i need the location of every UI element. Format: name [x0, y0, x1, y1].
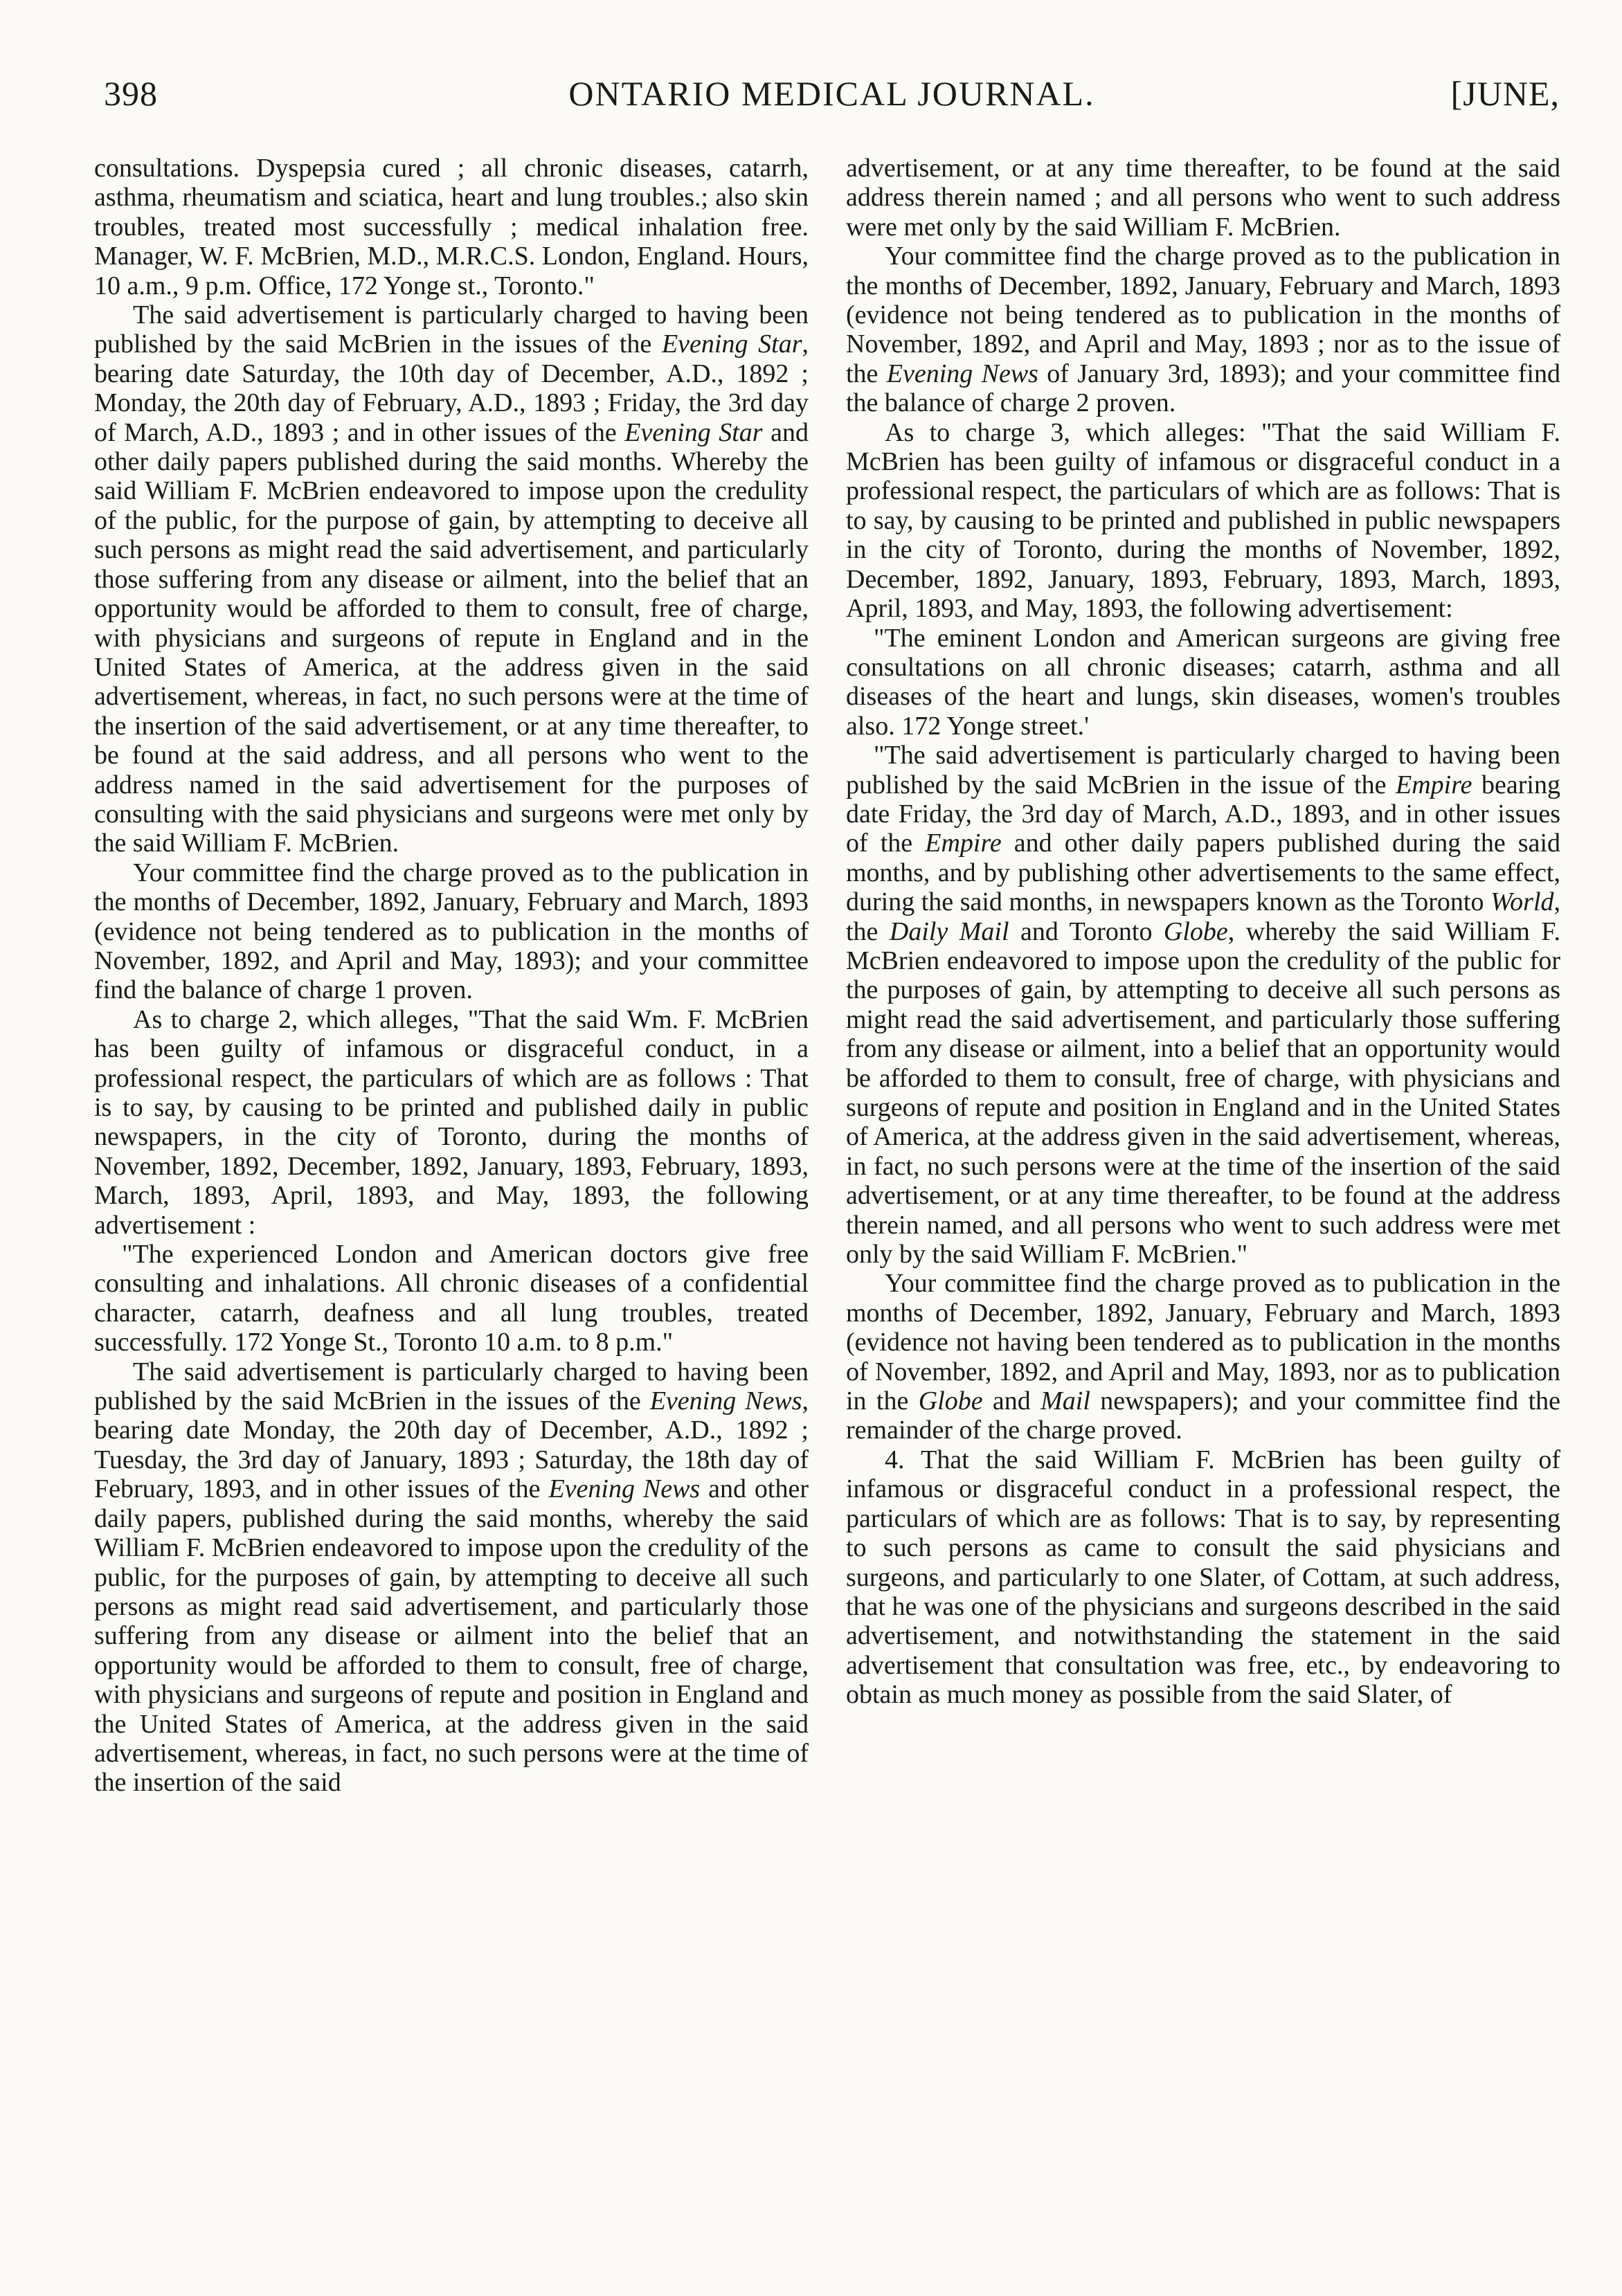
right-paragraph-3: As to charge 3, which alleges: "That the said William F. McBrien has been guilty of infamous or disgraceful conduct in a professional respect, the particulars of which are as follows: That is to say, by causing to be printed and published in public newspapers in the city of Toronto, during the months of November, 1892, December, 1892, January, 1893, February, 1893, March, 1893, April, 1893, and May, 1893, the following advertisement:	[846, 417, 1560, 624]
text-run: , bearing date Saturday, the 10th day of December, A.D., 1892 ; Monday, the 20th day of February, A.D., 1893 ; Friday, the 3rd day of March, A.D., 1893 ; and in other issues of the	[94, 329, 809, 447]
text-run: Your committee find the charge proved as to publication in the months of December, 1892, January, February and March, 1893 (evidence not having been tendered as to publication in the months of November, 1892, and April and May, 1893, nor as to publication in the	[846, 1269, 1560, 1416]
left-paragraph-2	[94, 300, 809, 858]
right-paragraph-2	[846, 242, 1560, 417]
newspaper-title: Daily Mail	[889, 916, 1009, 946]
newspaper-title: Mail	[1040, 1386, 1090, 1416]
newspaper-title: Empire	[1396, 770, 1472, 799]
right-quoted-advertisement: "The eminent London and American surgeons are giving free consultations on all chronic diseases; catarrh, asthma and all diseases of the heart and lungs, skin diseases, women's troubles also. 172 Yonge street.'	[846, 623, 1560, 741]
newspaper-title: Evening News	[548, 1474, 701, 1504]
newspaper-title: Empire	[925, 829, 1002, 858]
text-run: , whereby the said William F. McBrien endeavored to impose upon the credulity of the public for the purposes of gain, by attempting to deceive all such persons as might read the said advertisement, and particularly those suffering from any disease or ailment, into a belief that an opportunity would be afforded to them to consult, free of charge, with physicians and surgeons of repute and position in England and in the United States of America, at the address given in the said advertisement, whereas, in fact, no such persons were at the time of the insertion of the said advertisement, or at any time thereafter, to be found at the address therein named, and all persons who went to such address were met only by the said William F. McBrien."	[846, 916, 1560, 1269]
right-paragraph-7: 4. That the said William F. McBrien has been guilty of infamous or disgraceful conduct in a professional respect, the particulars of which are as follows: That is to say, by representing to such persons as came to consult the said physicians and surgeons, and particularly to one Slater, of Cottam, at such address, that he was one of the physicians and surgeons described in the said advertisement, and notwithstanding the statement in the said advertisement that consultation was free, etc., by endeavoring to obtain as much money as possible from the said Slater, of	[846, 1445, 1560, 1710]
text-run: Your committee find the charge proved as to the publication in the months of December, 1892, January, February and March, 1893 (evidence not being tendered as to publication in the months of November, 1892, and April and May, 1893 ; nor as to the issue of the	[846, 242, 1560, 388]
right-column	[846, 154, 1560, 1710]
left-paragraph-4: As to charge 2, which alleges, "That the said Wm. F. McBrien has been guilty of infamous or disgraceful conduct, in a professional respect, the particulars of which are as follows : That is to say, by causing to be printed and published daily in public newspapers, in the city of Toronto, during the months of November, 1892, December, 1892, January, 1893, February, 1893, March, 1893, April, 1893, and May, 1893, the following advertisement :	[94, 1004, 809, 1240]
left-paragraph-1: consultations. Dyspepsia cured ; all chronic diseases, catarrh, asthma, rheumatism and sciatica, heart and lung troubles.; also skin troubles, treated most successfully ; medical inhalation free. Manager, W. F. McBrien, M.D., M.R.C.S. London, England. Hours, 10 a.m., 9 p.m. Office, 172 Yonge st., Toronto."	[94, 154, 809, 300]
text-run: The said advertisement is particularly charged to having been published by the said McBrien in the issues of the	[94, 300, 809, 359]
newspaper-title: World	[1490, 887, 1554, 917]
newspaper-title: Evening News	[649, 1386, 802, 1416]
text-run: newspapers); and your committee find the remainder of the charge proved.	[846, 1386, 1561, 1445]
text-run: bearing date Friday, the 3rd day of March, A.D., 1893, and in other issues of the	[846, 770, 1560, 858]
journal-title: ONTARIO MEDICAL JOURNAL.	[568, 74, 1095, 113]
text-run: The said advertisement is particularly charged to having been published by the said McBrien in the issues of the	[94, 1357, 809, 1416]
text-run: , the	[846, 887, 1560, 946]
right-paragraph-6	[846, 1269, 1560, 1445]
text-run: "The said advertisement is particularly charged to having been published by the said McBrien in the issue of the	[846, 741, 1560, 799]
newspaper-title: Globe	[918, 1386, 983, 1416]
text-run: and other daily papers, published during the said months, whereby the said William F. McBrien endeavored to impose upon the credulity of the public, for the purposes of gain, by attempting to deceive all such persons as might read said advertisement, and particularly those suffering from any disease or ailment into the belief that an opportunity would be afforded to them to consult, free of charge, with physicians and surgeons of repute and position in England and the United States of America, at the address given in the said advertisement, whereas, in fact, no such persons were at the time of the insertion of the said	[94, 1474, 809, 1798]
newspaper-title: Evening Star	[661, 329, 802, 359]
newspaper-title: Globe	[1163, 916, 1228, 946]
text-run: and other daily papers published during the said months. Whereby the said William F. McBrien endeavored to impose upon the credulity of the public, for the purpose of gain, by attempting to deceive all such persons as might read the said advertisement, and particularly those suffering from any disease or ailment, into the belief that an opportunity would be afforded to them to consult, free of charge, with physicians and surgeons of repute in England and in the United States of America, at the address given in the said advertisement, whereas, in fact, no such persons were at the time of the insertion of the said advertisement, or at any time thereafter, to be found at the said address, and all persons who went to the address named in the said advertisement for the purposes of consulting with the said physicians and surgeons were met only by the said William F. McBrien.	[94, 417, 809, 858]
right-paragraph-1: advertisement, or at any time thereafter, to be found at the said address therein named ; and all persons who went to such address were met only by the said William F. McBrien.	[846, 154, 1560, 242]
left-paragraph-6	[94, 1357, 809, 1798]
right-paragraph-5	[846, 741, 1560, 1269]
newspaper-title: Evening Star	[624, 417, 763, 447]
left-paragraph-3: Your committee find the charge proved as to the publication in the months of December, 1892, January, February and March, 1893 (evidence not being tendered as to publication in the months of November, 1892, and April and May, 1893); and your committee find the balance of charge 1 proven.	[94, 858, 809, 1005]
text-run: and other daily papers published during the said months, and by publishing other advertisements to the same effect, during the said months, in newspapers known as the Toronto	[846, 829, 1561, 917]
text-run: and	[982, 1386, 1041, 1416]
running-head	[104, 66, 1560, 122]
text-run: of January 3rd, 1893); and your committee find the balance of charge 2 proven.	[846, 359, 1560, 418]
newspaper-title: Evening News	[886, 359, 1038, 388]
text-run: , bearing date Monday, the 20th day of December, A.D., 1892 ; Tuesday, the 3rd day of January, 1893 ; Saturday, the 18th day of February, 1893, and in other issues of the	[94, 1386, 809, 1504]
page-number: 398	[104, 74, 158, 113]
left-quoted-advertisement: "The experienced London and American doctors give free consulting and inhalations. All chronic diseases of a confidential character, catarrh, deafness and all lung troubles, treated successfully. 172 Yonge St., Toronto 10 a.m. to 8 p.m."	[94, 1240, 809, 1357]
text-run: and Toronto	[1009, 916, 1164, 946]
issue-month: [JUNE,	[1450, 74, 1560, 113]
left-column	[94, 154, 809, 1798]
